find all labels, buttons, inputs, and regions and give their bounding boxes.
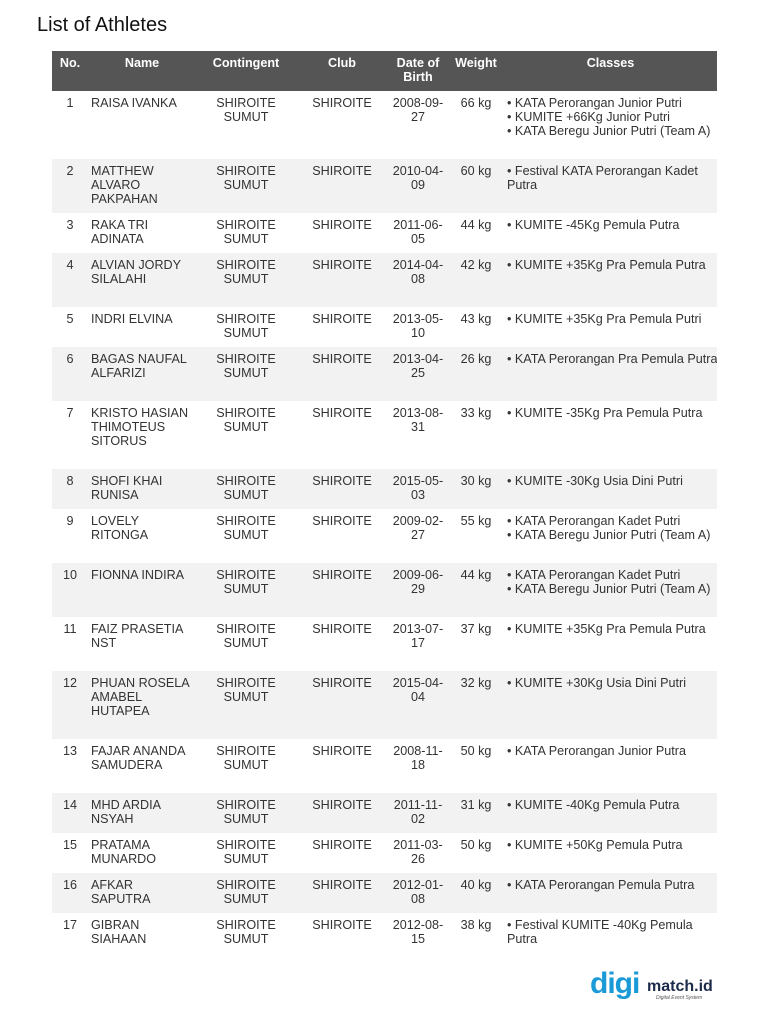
cell-name: KRISTO HASIAN THIMOTEUS SITORUS	[91, 406, 189, 448]
table-row	[52, 833, 717, 873]
cell-club: SHIROITE	[312, 918, 372, 932]
cell-classes	[504, 253, 717, 307]
cell-classes	[504, 617, 717, 671]
table-row	[52, 671, 717, 739]
cell-dob: 2012-01-08	[388, 873, 448, 913]
cell-weight: 66 kg	[460, 96, 492, 110]
logo-tagline: Digital Event System	[656, 995, 703, 1001]
cell-contingent: SHIROITE SUMUT	[196, 793, 296, 833]
cell-weight: 50 kg	[460, 838, 492, 852]
cell-classes	[504, 213, 717, 253]
class-entry: • KATA Beregu Junior Putri (Team A)	[507, 582, 711, 596]
cell-dob: 2008-09-27	[392, 96, 444, 124]
cell-club: SHIROITE	[312, 838, 372, 852]
cell-name: ALVIAN JORDY SILALAHI	[88, 253, 196, 307]
cell-weight: 33 kg	[460, 406, 492, 420]
table-row	[52, 469, 717, 509]
cell-club: SHIROITE	[296, 793, 388, 833]
cell-club: SHIROITE	[296, 469, 388, 509]
cell-name: LOVELY RITONGA	[91, 514, 149, 542]
table-row	[52, 159, 717, 213]
cell-no: 1	[66, 96, 74, 110]
logo-digi-text: digi	[590, 967, 640, 1000]
cell-dob: 2011-06-05	[393, 218, 443, 246]
cell-no: 3	[66, 218, 74, 232]
cell-contingent: SHIROITE SUMUT	[216, 918, 276, 946]
cell-name: MATTHEW ALVARO PAKPAHAN	[88, 159, 196, 213]
class-entry: • KUMITE +30Kg Usia Dini Putri	[507, 676, 687, 690]
class-entry: • KATA Perorangan Pra Pemula Putra	[507, 352, 717, 366]
cell-no: 7	[66, 406, 74, 420]
table-row	[52, 307, 717, 347]
class-entry: • Festival KATA Perorangan Kadet Putra	[507, 164, 698, 192]
class-entry: • KUMITE -35Kg Pra Pemula Putra	[507, 406, 703, 420]
digimatch-logo	[590, 968, 720, 1008]
cell-name: BAGAS NAUFAL ALFARIZI	[88, 347, 196, 401]
athletes-table	[52, 51, 717, 967]
class-entry: • Festival KUMITE -40Kg Pemula Putra	[507, 918, 693, 946]
header-classes: Classes	[504, 51, 717, 91]
logo-match-text: match.id	[647, 978, 713, 995]
cell-weight: 37 kg	[460, 622, 492, 636]
table-row	[52, 563, 717, 617]
cell-club: SHIROITE	[296, 671, 388, 739]
table-row	[52, 509, 717, 563]
cell-no: 11	[63, 622, 77, 636]
cell-club: SHIROITE	[296, 159, 388, 213]
cell-no: 2	[52, 159, 88, 213]
table-row	[52, 739, 717, 793]
cell-contingent: SHIROITE SUMUT	[216, 622, 276, 650]
cell-name: FIONNA INDIRA	[88, 563, 196, 617]
cell-contingent: SHIROITE SUMUT	[196, 873, 296, 913]
class-entry: • KATA Perorangan Pemula Putra	[507, 878, 695, 892]
cell-contingent: SHIROITE SUMUT	[216, 406, 276, 434]
cell-weight: 44 kg	[460, 218, 492, 232]
cell-classes	[504, 913, 717, 967]
cell-classes	[504, 873, 717, 913]
cell-club: SHIROITE	[296, 873, 388, 913]
cell-club: SHIROITE	[296, 563, 388, 617]
cell-dob: 2013-07-17	[392, 622, 444, 650]
cell-dob: 2009-02-27	[392, 514, 444, 542]
cell-name: INDRI ELVINA	[91, 312, 173, 326]
cell-dob: 2008-11-18	[393, 744, 443, 772]
cell-classes	[504, 401, 717, 469]
header-club: Club	[296, 51, 388, 91]
cell-contingent: SHIROITE SUMUT	[196, 671, 296, 739]
class-entry: • KATA Perorangan Junior Putri	[507, 96, 682, 110]
cell-contingent: SHIROITE SUMUT	[196, 253, 296, 307]
cell-dob: 2009-06-29	[388, 563, 448, 617]
cell-no: 13	[62, 744, 77, 758]
cell-name: AFKAR SAPUTRA	[88, 873, 196, 913]
class-entry: • KUMITE +50Kg Pemula Putra	[507, 838, 683, 852]
cell-contingent: SHIROITE SUMUT	[216, 96, 276, 124]
cell-no: 9	[66, 514, 74, 528]
cell-no: 8	[52, 469, 88, 509]
cell-contingent: SHIROITE SUMUT	[196, 469, 296, 509]
cell-no: 6	[52, 347, 88, 401]
cell-classes	[504, 307, 717, 347]
class-entry: • KATA Beregu Junior Putri (Team A)	[507, 124, 711, 138]
header-name: Name	[88, 51, 196, 91]
cell-weight: 40 kg	[448, 873, 504, 913]
class-entry: • KATA Beregu Junior Putri (Team A)	[507, 528, 711, 542]
cell-weight: 38 kg	[460, 918, 492, 932]
cell-name: MHD ARDIA NSYAH	[88, 793, 196, 833]
cell-no: 12	[52, 671, 88, 739]
athlete-rows	[52, 91, 717, 967]
table-header-row	[52, 51, 717, 91]
cell-name: RAISA IVANKA	[91, 96, 177, 110]
cell-club: SHIROITE	[296, 347, 388, 401]
class-entry: • KUMITE -40Kg Pemula Putra	[507, 798, 680, 812]
header-contingent: Contingent	[196, 51, 296, 91]
cell-club: SHIROITE	[312, 514, 372, 528]
cell-no: 14	[52, 793, 88, 833]
cell-classes	[504, 91, 717, 159]
cell-name: FAJAR ANANDA SAMUDERA	[91, 744, 185, 772]
class-entry: • KATA Perorangan Junior Putra	[507, 744, 686, 758]
cell-classes	[504, 509, 717, 563]
cell-classes	[504, 469, 717, 509]
cell-contingent: SHIROITE SUMUT	[216, 312, 276, 340]
cell-name: PHUAN ROSELA AMABEL HUTAPEA	[88, 671, 196, 739]
cell-name: FAIZ PRASETIA NST	[91, 622, 183, 650]
cell-club: SHIROITE	[296, 253, 388, 307]
cell-contingent: SHIROITE SUMUT	[196, 159, 296, 213]
cell-no: 10	[52, 563, 88, 617]
header-no: No.	[52, 51, 88, 91]
cell-classes	[504, 563, 717, 617]
cell-weight: 26 kg	[448, 347, 504, 401]
cell-dob: 2013-05-10	[392, 312, 444, 340]
table-row	[52, 793, 717, 833]
class-entry: • KUMITE +35Kg Pra Pemula Putra	[507, 622, 706, 636]
table-row	[52, 873, 717, 913]
cell-contingent: SHIROITE SUMUT	[216, 514, 276, 542]
cell-classes	[504, 347, 717, 401]
cell-contingent: SHIROITE SUMUT	[196, 347, 296, 401]
cell-contingent: SHIROITE SUMUT	[216, 218, 276, 246]
class-entry: • KUMITE +66Kg Junior Putri	[507, 110, 670, 124]
class-entry: • KUMITE +35Kg Pra Pemula Putra	[507, 258, 706, 272]
cell-dob: 2015-05-03	[388, 469, 448, 509]
page-title: List of Athletes	[37, 14, 168, 36]
cell-weight: 55 kg	[460, 514, 492, 528]
cell-weight: 43 kg	[460, 312, 492, 326]
cell-weight: 30 kg	[448, 469, 504, 509]
table-row	[52, 913, 717, 967]
cell-dob: 2011-11-02	[388, 793, 448, 833]
cell-weight: 60 kg	[448, 159, 504, 213]
cell-club: SHIROITE	[312, 744, 372, 758]
header-weight: Weight	[448, 51, 504, 91]
cell-weight: 50 kg	[460, 744, 492, 758]
cell-name: GIBRAN SIAHAAN	[91, 918, 147, 946]
cell-weight: 42 kg	[448, 253, 504, 307]
cell-club: SHIROITE	[312, 218, 372, 232]
class-entry: • KUMITE -30Kg Usia Dini Putri	[507, 474, 683, 488]
cell-classes	[504, 793, 717, 833]
table-row	[52, 617, 717, 671]
cell-name: SHOFI KHAI RUNISA	[88, 469, 196, 509]
cell-classes	[504, 833, 717, 873]
cell-dob: 2012-08-15	[392, 918, 444, 946]
cell-contingent: SHIROITE SUMUT	[196, 563, 296, 617]
cell-no: 17	[62, 918, 77, 932]
cell-club: SHIROITE	[312, 96, 372, 110]
cell-no: 5	[66, 312, 74, 326]
cell-classes	[504, 159, 717, 213]
cell-dob: 2013-08-31	[392, 406, 444, 434]
cell-name: RAKA TRI ADINATA	[91, 218, 149, 246]
header-dob: Date of Birth	[388, 51, 448, 91]
class-entry: • KATA Perorangan Kadet Putri	[507, 568, 681, 582]
class-entry: • KUMITE +35Kg Pra Pemula Putri	[507, 312, 702, 326]
cell-dob: 2013-04-25	[388, 347, 448, 401]
table-row	[52, 91, 717, 159]
cell-club: SHIROITE	[312, 622, 372, 636]
cell-weight: 32 kg	[448, 671, 504, 739]
cell-contingent: SHIROITE SUMUT	[216, 744, 276, 772]
cell-name: PRATAMA MUNARDO	[91, 838, 157, 866]
table-row	[52, 401, 717, 469]
cell-dob: 2014-04-08	[388, 253, 448, 307]
cell-no: 15	[62, 838, 77, 852]
cell-dob: 2015-04-04	[388, 671, 448, 739]
cell-club: SHIROITE	[312, 406, 372, 420]
cell-no: 4	[52, 253, 88, 307]
class-entry: • KUMITE -45Kg Pemula Putra	[507, 218, 680, 232]
table-row	[52, 213, 717, 253]
cell-weight: 31 kg	[448, 793, 504, 833]
cell-dob: 2010-04-09	[388, 159, 448, 213]
cell-weight: 44 kg	[448, 563, 504, 617]
table-row	[52, 347, 717, 401]
table-row	[52, 253, 717, 307]
cell-contingent: SHIROITE SUMUT	[216, 838, 276, 866]
cell-classes	[504, 671, 717, 739]
cell-classes	[504, 739, 717, 793]
cell-dob: 2011-03-26	[393, 838, 443, 866]
class-entry: • KATA Perorangan Kadet Putri	[507, 514, 681, 528]
cell-no: 16	[52, 873, 88, 913]
cell-club: SHIROITE	[312, 312, 372, 326]
